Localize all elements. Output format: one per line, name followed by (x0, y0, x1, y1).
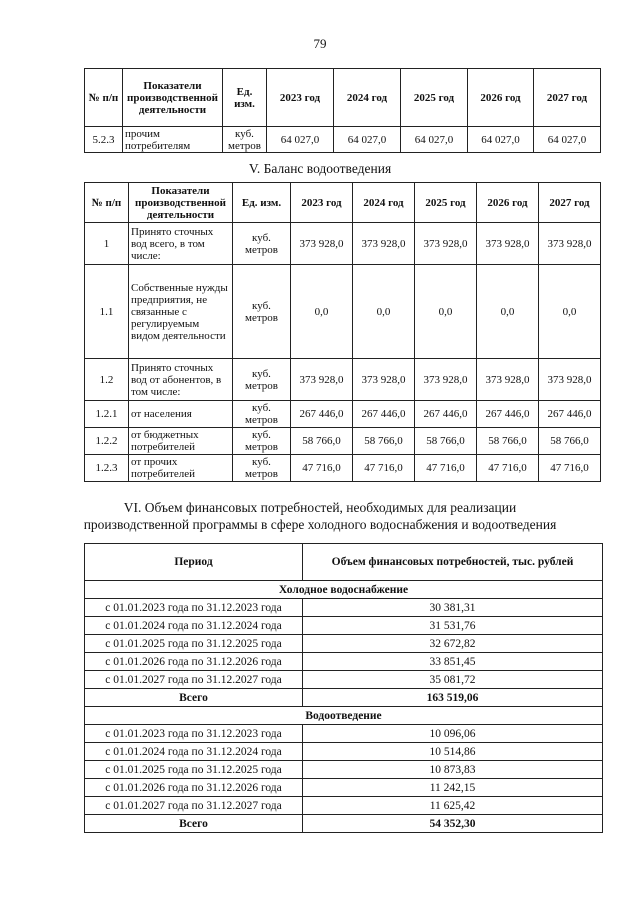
header-cell: 2026 год (477, 183, 539, 223)
section-title-6-line1: VI. Объем финансовых потребностей, необходимых для реализации (123, 500, 517, 515)
row-value: 64 027,0 (267, 127, 334, 153)
row-value: 373 928,0 (539, 359, 601, 401)
header-cell: 2025 год (401, 69, 468, 127)
row-unit: куб. метров (233, 401, 291, 428)
value-cell: 35 081,72 (303, 671, 603, 689)
table-row (85, 617, 603, 635)
header-cell: 2027 год (534, 69, 601, 127)
header-cell: Ед. изм. (223, 69, 267, 127)
row-name: от населения (129, 401, 233, 428)
row-value: 267 446,0 (291, 401, 353, 428)
row-value: 373 928,0 (353, 223, 415, 265)
row-value: 64 027,0 (534, 127, 601, 153)
row-unit: куб. метров (233, 359, 291, 401)
row-value: 0,0 (477, 265, 539, 359)
period-cell: с 01.01.2025 года по 31.12.2025 года (85, 635, 303, 653)
row-value: 64 027,0 (401, 127, 468, 153)
header-cell: 2025 год (415, 183, 477, 223)
period-cell: с 01.01.2023 года по 31.12.2023 года (85, 599, 303, 617)
period-cell: с 01.01.2026 года по 31.12.2026 года (85, 779, 303, 797)
header-cell: № п/п (85, 183, 129, 223)
value-cell: 32 672,82 (303, 635, 603, 653)
table-header-row (85, 544, 603, 581)
value-cell: 11 625,42 (303, 797, 603, 815)
row-value: 373 928,0 (415, 223, 477, 265)
row-value: 47 716,0 (415, 455, 477, 482)
header-cell: 2027 год (539, 183, 601, 223)
total-value: 163 519,06 (303, 689, 603, 707)
header-cell: Ед. изм. (233, 183, 291, 223)
row-value: 47 716,0 (291, 455, 353, 482)
row-value: 373 928,0 (291, 359, 353, 401)
header-cell: 2024 год (334, 69, 401, 127)
group-title-row (85, 707, 603, 725)
header-cell: № п/п (85, 69, 123, 127)
total-value: 54 352,30 (303, 815, 603, 833)
row-unit: куб. метров (223, 127, 267, 153)
header-cell: Объем финансовых потребностей, тыс. рублей (303, 544, 603, 581)
group-title-row (85, 581, 603, 599)
period-cell: с 01.01.2023 года по 31.12.2023 года (85, 725, 303, 743)
table-row (85, 599, 603, 617)
period-cell: с 01.01.2025 года по 31.12.2025 года (85, 761, 303, 779)
table-row (85, 797, 603, 815)
table-row (85, 223, 601, 265)
production-table-continued (84, 68, 601, 153)
row-value: 0,0 (539, 265, 601, 359)
period-cell: с 01.01.2027 года по 31.12.2027 года (85, 797, 303, 815)
row-value: 0,0 (415, 265, 477, 359)
row-value: 58 766,0 (353, 428, 415, 455)
row-value: 47 716,0 (539, 455, 601, 482)
row-value: 58 766,0 (539, 428, 601, 455)
row-name: Собственные нужды предприятия, не связанные с регулируемым видом деятельности (129, 265, 233, 359)
wastewater-balance-table (84, 182, 601, 482)
value-cell: 10 096,06 (303, 725, 603, 743)
table-header-row (85, 69, 601, 127)
value-cell: 10 514,86 (303, 743, 603, 761)
row-name: от прочих потребителей (129, 455, 233, 482)
row-value: 0,0 (353, 265, 415, 359)
row-value: 58 766,0 (291, 428, 353, 455)
row-value: 267 446,0 (415, 401, 477, 428)
header-cell: Показатели производственной деятельности (123, 69, 223, 127)
row-value: 47 716,0 (353, 455, 415, 482)
total-label: Всего (85, 689, 303, 707)
row-value: 373 928,0 (539, 223, 601, 265)
table-row (85, 725, 603, 743)
group-title: Водоотведение (85, 707, 603, 725)
row-number: 1.2.2 (85, 428, 129, 455)
row-value: 373 928,0 (477, 359, 539, 401)
row-number: 1.1 (85, 265, 129, 359)
group-title: Холодное водоснабжение (85, 581, 603, 599)
value-cell: 30 381,31 (303, 599, 603, 617)
table-row (85, 653, 603, 671)
row-value: 64 027,0 (468, 127, 534, 153)
row-value: 373 928,0 (415, 359, 477, 401)
table-row (85, 671, 603, 689)
row-name: от бюджетных потребителей (129, 428, 233, 455)
table-row (85, 743, 603, 761)
page-number: 79 (313, 36, 327, 51)
header-cell: Период (85, 544, 303, 581)
header-cell: 2023 год (291, 183, 353, 223)
total-row (85, 815, 603, 833)
row-number: 1.2.1 (85, 401, 129, 428)
row-value: 373 928,0 (291, 223, 353, 265)
row-value: 373 928,0 (353, 359, 415, 401)
table-row (85, 635, 603, 653)
row-value: 267 446,0 (477, 401, 539, 428)
row-unit: куб. метров (233, 265, 291, 359)
total-row (85, 689, 603, 707)
period-cell: с 01.01.2026 года по 31.12.2026 года (85, 653, 303, 671)
header-cell: 2024 год (353, 183, 415, 223)
value-cell: 33 851,45 (303, 653, 603, 671)
header-cell: 2023 год (267, 69, 334, 127)
row-name: Принято сточных вод от абонентов, в том числе: (129, 359, 233, 401)
row-value: 58 766,0 (477, 428, 539, 455)
value-cell: 10 873,83 (303, 761, 603, 779)
row-value: 64 027,0 (334, 127, 401, 153)
row-value: 267 446,0 (539, 401, 601, 428)
row-unit: куб. метров (233, 455, 291, 482)
row-number: 5.2.3 (85, 127, 123, 153)
header-cell: Показатели производственной деятельности (129, 183, 233, 223)
row-unit: куб. метров (233, 428, 291, 455)
value-cell: 11 242,15 (303, 779, 603, 797)
row-name: Принято сточных вод всего, в том числе: (129, 223, 233, 265)
period-cell: с 01.01.2027 года по 31.12.2027 года (85, 671, 303, 689)
table-row (85, 455, 601, 482)
value-cell: 31 531,76 (303, 617, 603, 635)
total-label: Всего (85, 815, 303, 833)
row-value: 58 766,0 (415, 428, 477, 455)
row-number: 1.2.3 (85, 455, 129, 482)
table-row (85, 401, 601, 428)
period-cell: с 01.01.2024 года по 31.12.2024 года (85, 743, 303, 761)
section-title-5: V. Баланс водоотведения (248, 161, 392, 176)
row-value: 47 716,0 (477, 455, 539, 482)
financial-needs-table (84, 543, 603, 833)
period-cell: с 01.01.2024 года по 31.12.2024 года (85, 617, 303, 635)
row-value: 267 446,0 (353, 401, 415, 428)
table-row (85, 428, 601, 455)
row-value: 0,0 (291, 265, 353, 359)
header-cell: 2026 год (468, 69, 534, 127)
section-title-6-line2: производственной программы в сфере холодного водоснабжения и водоотведения (83, 517, 557, 532)
table-header-row (85, 183, 601, 223)
table-row (85, 265, 601, 359)
row-value: 373 928,0 (477, 223, 539, 265)
row-unit: куб. метров (233, 223, 291, 265)
row-number: 1 (85, 223, 129, 265)
table-row (85, 761, 603, 779)
row-number: 1.2 (85, 359, 129, 401)
table-row (85, 127, 601, 153)
row-name: прочим потребителям (123, 127, 223, 153)
table-row (85, 779, 603, 797)
table-row (85, 359, 601, 401)
